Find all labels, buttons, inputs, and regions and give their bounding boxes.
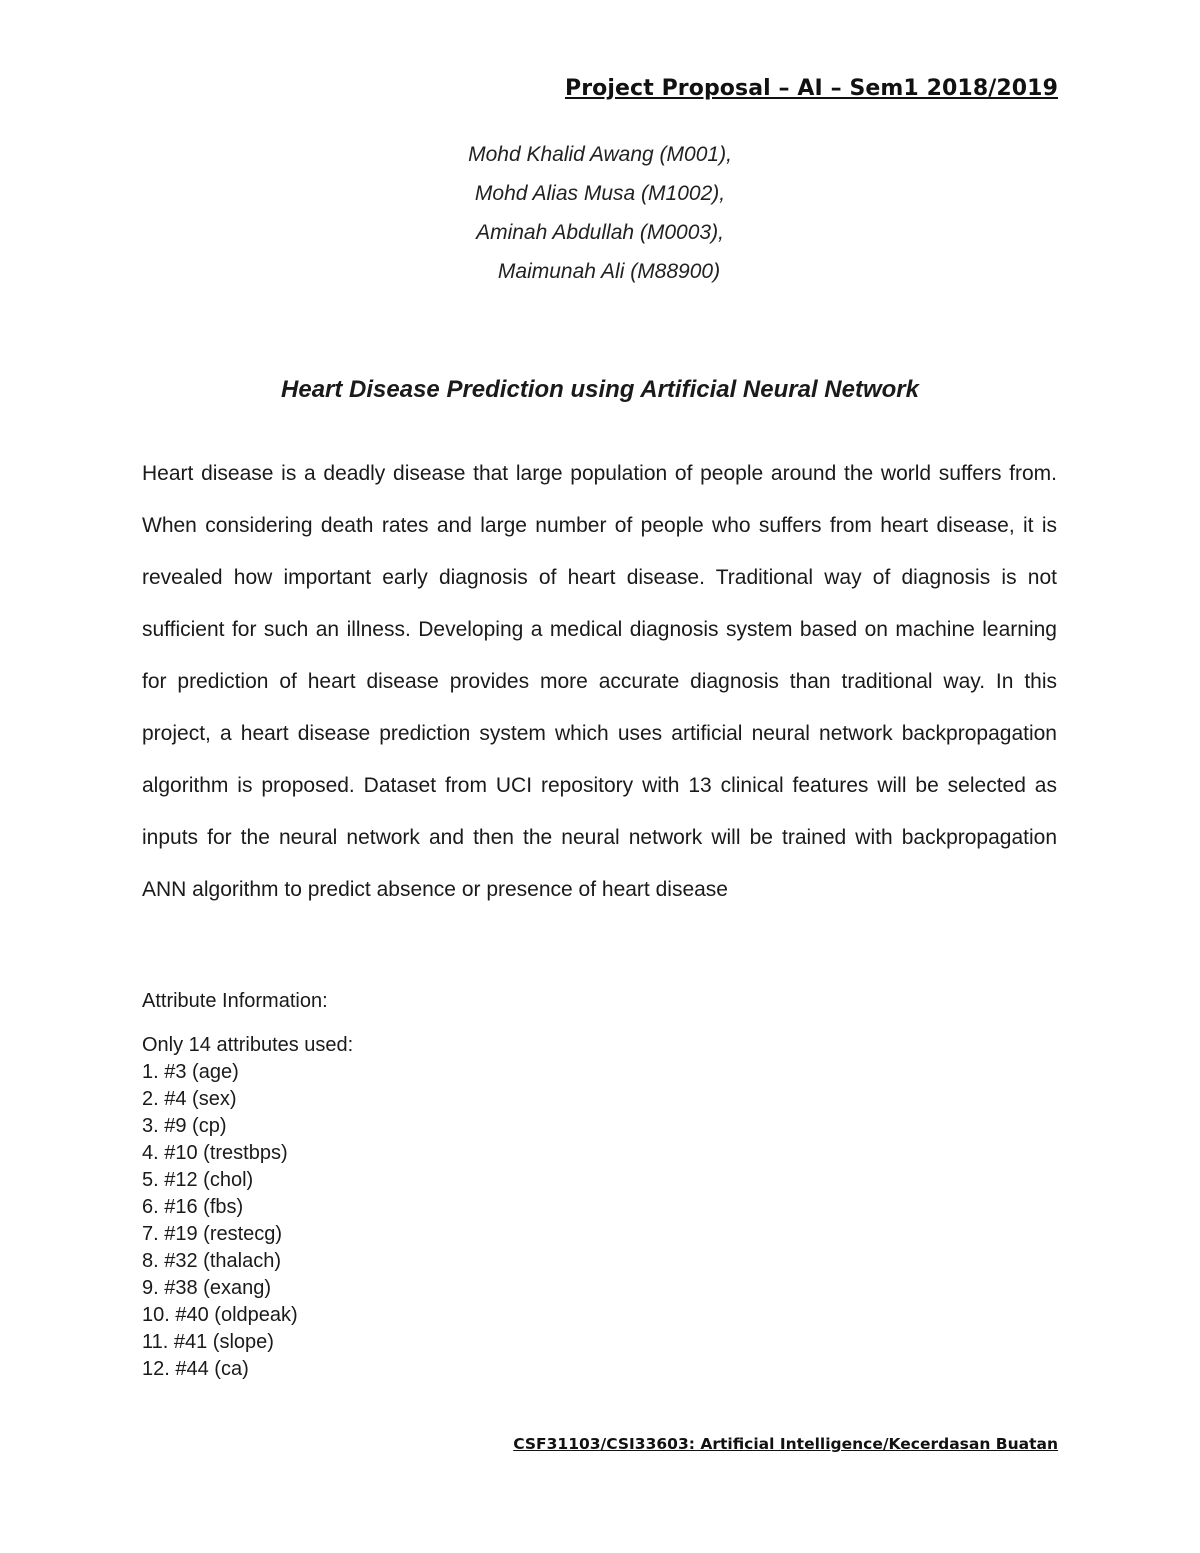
author-name: Mohd Khalid Awang (M001), [468, 143, 732, 166]
document-title: Heart Disease Prediction using Artificial Neural Network [281, 376, 919, 403]
attribute-item: 3. #9 (cp) [142, 1115, 227, 1137]
attribute-item: 6. #16 (fbs) [142, 1196, 244, 1218]
attribute-item: 1. #3 (age) [142, 1061, 239, 1083]
attribute-item: 5. #12 (chol) [142, 1169, 254, 1191]
footer-course-title: CSF31103/CSI33603: Artificial Intelligence/Kecerdasan Buatan [513, 1435, 1058, 1453]
attribute-list [142, 1059, 298, 1383]
author-name: Maimunah Ali (M88900) [497, 260, 721, 283]
attribute-item: 2. #4 (sex) [142, 1088, 237, 1110]
attribute-item: 10. #40 (oldpeak) [142, 1304, 298, 1326]
attribute-intro: Only 14 attributes used: [142, 1034, 354, 1056]
attribute-item: 12. #44 (ca) [142, 1358, 249, 1380]
header-title: Project Proposal – AI – Sem1 2018/2019 [565, 76, 1058, 101]
attribute-item: 11. #41 (slope) [142, 1331, 274, 1353]
author-list [0, 140, 1200, 296]
abstract-paragraph: Heart disease is a deadly disease that large population of people around the world suffers from. When considering death rates and large number of people who suffers from heart disease, it is revealed how important early diagnosis of heart disease. Traditional way of diagnosis is not sufficient for such an illness. Developing a medical diagnosis system based on machine learning for prediction of heart disease provides more accurate diagnosis than traditional way. In this project, a heart disease prediction system which uses artificial neural network backpropagation algorithm is proposed. Dataset from UCI repository with 13 clinical features will be selected as inputs for the neural network and then the neural network will be trained with backpropagation ANN algorithm to predict absence or presence of heart disease [142, 462, 1057, 901]
author-name: Mohd Alias Musa (M1002), [474, 182, 726, 205]
attribute-item: 7. #19 (restecg) [142, 1223, 283, 1245]
attribute-item: 4. #10 (trestbps) [142, 1142, 288, 1164]
attribute-item: 9. #38 (exang) [142, 1277, 271, 1299]
attribute-item: 8. #32 (thalach) [142, 1250, 281, 1272]
attribute-heading: Attribute Information: [142, 990, 328, 1012]
author-name: Aminah Abdullah (M0003), [476, 221, 724, 244]
